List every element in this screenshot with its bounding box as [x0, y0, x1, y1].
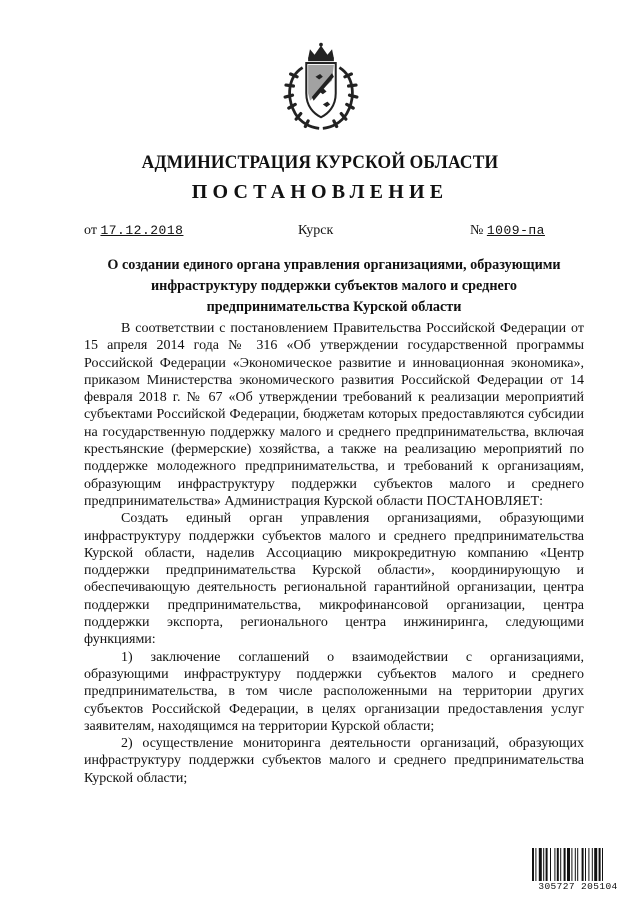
- number-value: 1009-па: [486, 223, 545, 238]
- date-prefix: от: [84, 223, 97, 238]
- coat-of-arms-icon: [275, 40, 367, 132]
- paragraph: Создать единый орган управления организациями, образующими инфраструктуру поддержки субъектов малого и среднего предпринимательства Курской области, наделив Ассоциацию микрокредитную компанию «Центр поддержки предпринимательства Курской области», координирующую и обеспечивающую деятельность региональной гарантийной организации, центра поддержки предпринимательства, микрофинансовой организации, центра поддержки экспорта, регионального центра инжиниринга, следующими функциями:: [84, 511, 584, 648]
- document-number: [470, 223, 545, 239]
- document-title: О создании единого органа управления организациями, образующими инфраструктуру поддержки субъектов малого и среднего предпринимательства Курской области: [107, 257, 561, 315]
- barcode-number: 305727 205104: [538, 881, 618, 892]
- paragraph: В соответствии с постановлением Правительства Российской Федерации от 15 апреля 2014 года № 316 «Об утверждении государственной программы Российской Федерации «Экономическое развитие и инновационная экономика», приказом Министерства экономического развития Российской Федерации от 14 февраля 2018 г. № 67 «Об утверждении требований к реализации мероприятий субъектами Российской Федерации, бюджетам которых предоставляются субсидии на государственную поддержку малого и среднего предпринимательства, включая крестьянские (фермерские) хозяйства, а также на реализацию мероприятий по поддержке молодежного предпринимательства, и требований к организациям, образующим инфраструктуру поддержки субъектов малого и среднего предпринимательства» Администрация Курской области ПОСТАНОВЛЯЕТ:: [84, 321, 584, 509]
- document-body: [84, 320, 584, 787]
- date-value: 17.12.2018: [100, 223, 184, 238]
- document-date: [84, 223, 183, 239]
- organization-name: АДМИНИСТРАЦИЯ КУРСКОЙ ОБЛАСТИ: [141, 152, 499, 173]
- paragraph: 1) заключение соглашений о взаимодействии с организациями, образующими инфраструктуру поддержки субъектов малого и среднего предпринимательства, в том числе расположенными на территории других субъектов Российской Федерации, в целях организации предоставления услуг заявителям, находящимся на территории Курской области;: [84, 649, 584, 734]
- document-type: ПОСТАНОВЛЕНИЕ: [191, 181, 449, 203]
- barcode: [532, 848, 624, 894]
- barcode-icon: [532, 848, 624, 881]
- paragraph: 2) осуществление мониторинга деятельности организаций, образующих инфраструктуру поддержки субъектов малого и среднего предпринимательства Курской области;: [84, 736, 584, 786]
- number-prefix: №: [470, 223, 484, 238]
- document-city: Курск: [298, 223, 334, 238]
